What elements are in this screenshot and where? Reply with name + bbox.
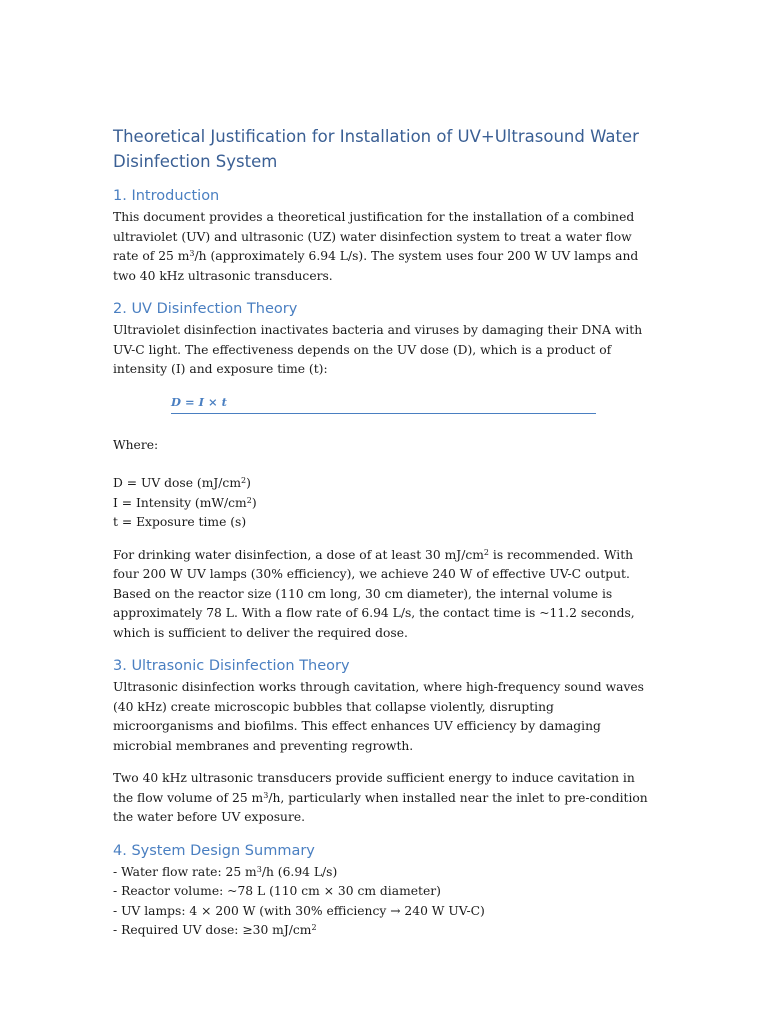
ultrasonic-paragraph: Ultrasonic disinfection works through cavitation, where high-frequency sound waves (40 kHz) create microscopic bubbles that collapse violently, disrupting microorganisms and biofilms. This effect enhances UV efficiency by damaging microbial membranes and preventing regrowth. xyxy=(113,680,644,753)
summary-item: - UV lamps: 4 × 200 W (with 30% efficiency → 240 W UV-C) xyxy=(113,903,485,918)
summary-item: - Reactor volume: ~78 L (110 cm × 30 cm diameter) xyxy=(113,884,441,898)
introduction-paragraph: This document provides a theoretical justification for the installation of a combined ultraviolet (UV) and ultrasonic (UZ) water disinfection system to treat a water flow rate of 25 $m^3/h$ (approximately 6.94 L/s). The system uses four 200 W UV lamps and two 40 kHz ultrasonic transducers. xyxy=(113,210,639,283)
section-heading-introduction: 1. Introduction xyxy=(113,188,220,204)
section-heading-ultrasonic-theory: 3. Ultrasonic Disinfection Theory xyxy=(113,658,350,674)
section-heading-uv-theory: 2. UV Disinfection Theory xyxy=(113,301,298,317)
formula-block xyxy=(171,391,596,414)
document-title: Theoretical Justification for Installation of UV+Ultrasound Water Disinfection System xyxy=(113,127,639,171)
definition-item: I = Intensity $(mW/cm^2)$ xyxy=(113,495,257,510)
definition-item: D = UV dose $(mJ/cm^2)$ xyxy=(113,476,251,490)
definition-list xyxy=(113,474,658,533)
uv-theory-paragraph: Ultraviolet disinfection inactivates bacteria and viruses by damaging their DNA with UV-C light. The effectiveness depends on the UV dose (D), which is a product of intensity (I) and exposure time (t): xyxy=(113,323,643,376)
transducer-paragraph: Two 40 kHz ultrasonic transducers provide sufficient energy to induce cavitation in the flow volume of 25 $m^3/h$, particularly when installed near the inlet to pre-condition the water before UV exposure. xyxy=(113,771,648,824)
design-summary-list xyxy=(113,863,658,941)
where-label: Where: xyxy=(113,437,159,452)
definition-item: t = Exposure time (s) xyxy=(113,515,247,529)
uv-dose-paragraph: For drinking water disinfection, a dose of at least 30 $mJ/cm^2$ is recommended. With four 200 W UV lamps (30% efficiency), we achieve 240 W of effective UV-C output. Based on the reactor size (110 cm long, 30 cm diameter), the internal volume is approximately 78 L. With a flow rate of 6.94 L/s, the contact time is ~11.2 seconds, which is sufficient to deliver the required dose. xyxy=(113,547,635,640)
section-heading-design-summary: 4. System Design Summary xyxy=(113,842,315,859)
uv-dose-formula: D = I × t xyxy=(171,394,227,409)
summary-item: - Water flow rate: 25 $m^3/h$ (6.94 L/s) xyxy=(113,864,338,879)
summary-item: - Required UV dose: ≥30 $mJ/cm^2$ xyxy=(113,923,317,937)
document-page xyxy=(113,124,658,941)
